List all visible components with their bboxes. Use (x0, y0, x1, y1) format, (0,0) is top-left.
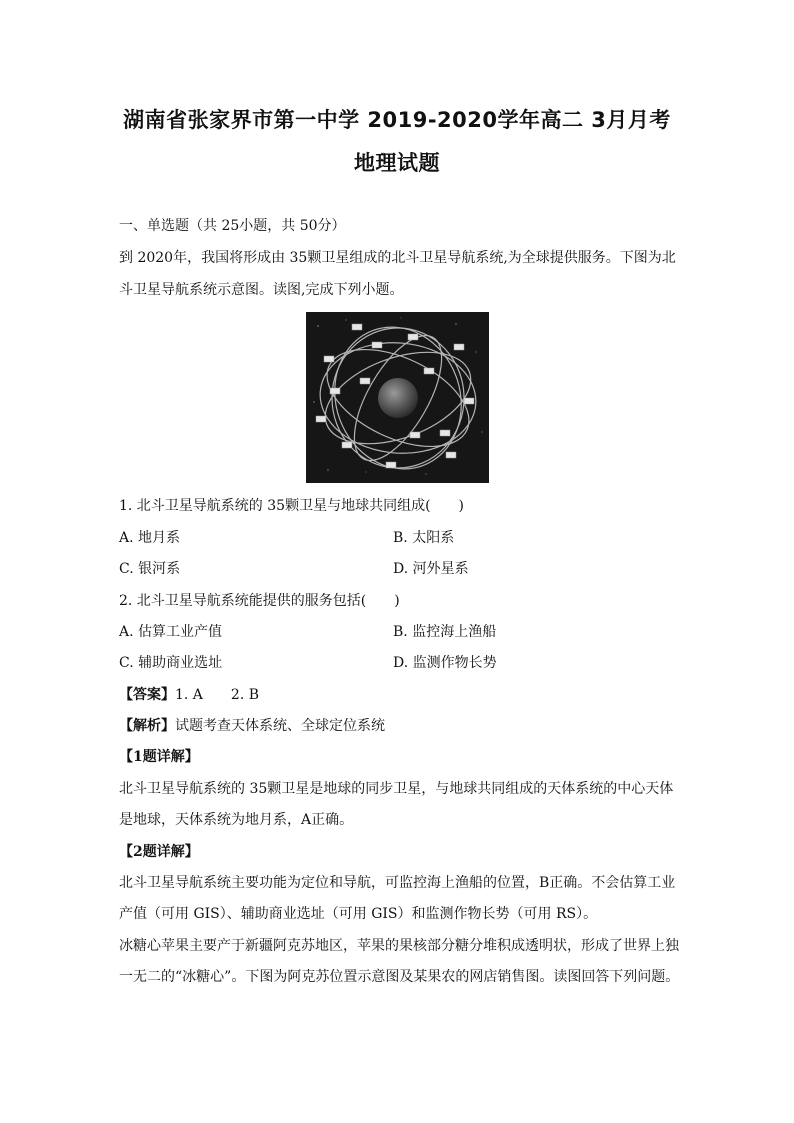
detail-2-line-1: 北斗卫星导航系统主要功能为定位和导航，可监控海上渔船的位置，B正确。不会估算工业 (119, 875, 676, 891)
detail-2-line-2: 产值（可用 GIS）、辅助商业选址（可用 GIS）和监测作物长势（可用 RS）。 (119, 906, 598, 922)
question-1-stem: 1. 北斗卫星导航系统的 35颗卫星与地球共同组成( ) (119, 498, 464, 514)
analysis-line (119, 716, 689, 736)
question-1-option-c: C. 银河系 (119, 561, 181, 577)
detail-2-heading: 【2题详解】 (119, 844, 199, 860)
beidou-satellite-figure (306, 312, 489, 483)
analysis-label: 【解析】 (119, 718, 175, 734)
answer-label: 【答案】 (119, 687, 175, 703)
question-2-stem: 2. 北斗卫星导航系统能提供的服务包括( ) (119, 593, 400, 609)
detail-1-line-2: 是地球，天体系统为地月系，A正确。 (119, 812, 354, 828)
intro-paragraph-line-1: 到 2020年，我国将形成由 35颗卫星组成的北斗卫星导航系统,为全球提供服务。下图为北 (119, 250, 676, 266)
intro-2-line-1: 冰糖心苹果主要产于新疆阿克苏地区，苹果的果核部分糖分堆积成透明状，形成了世界上独 (119, 938, 679, 954)
section-heading: 一、单选题（共 25小题，共 50分） (119, 218, 346, 234)
earth-globe (378, 378, 418, 418)
question-2-option-d: D. 监测作物长势 (393, 655, 497, 671)
satellite-orbit-illustration (306, 312, 489, 483)
analysis-text: 试题考查天体系统、全球定位系统 (175, 718, 385, 734)
question-2-option-c: C. 辅助商业选址 (119, 655, 223, 671)
question-2-option-a: A. 估算工业产值 (119, 624, 223, 640)
intro-paragraph-line-2: 斗卫星导航系统示意图。读图,完成下列小题。 (119, 282, 404, 298)
question-2-option-b: B. 监控海上渔船 (393, 624, 497, 640)
detail-1-line-1: 北斗卫星导航系统的 35颗卫星是地球的同步卫星，与地球共同组成的天体系统的中心天体 (119, 781, 674, 797)
document-subtitle: 地理试题 (354, 151, 440, 175)
question-1-option-a: A. 地月系 (119, 530, 181, 546)
detail-1-heading: 【1题详解】 (119, 749, 199, 765)
question-1-option-b: B. 太阳系 (393, 530, 455, 546)
answer-text: 1. A 2. B (175, 687, 260, 703)
question-1-option-d: D. 河外星系 (393, 561, 469, 577)
intro-2-line-2: 一无二的“冰糖心”。下图为阿克苏位置示意图及某果农的网店销售图。读图回答下列问题。 (119, 969, 680, 985)
answer-line (119, 685, 689, 705)
document-title: 湖南省张家界市第一中学 2019-2020学年高二 3月月考 (123, 108, 671, 132)
